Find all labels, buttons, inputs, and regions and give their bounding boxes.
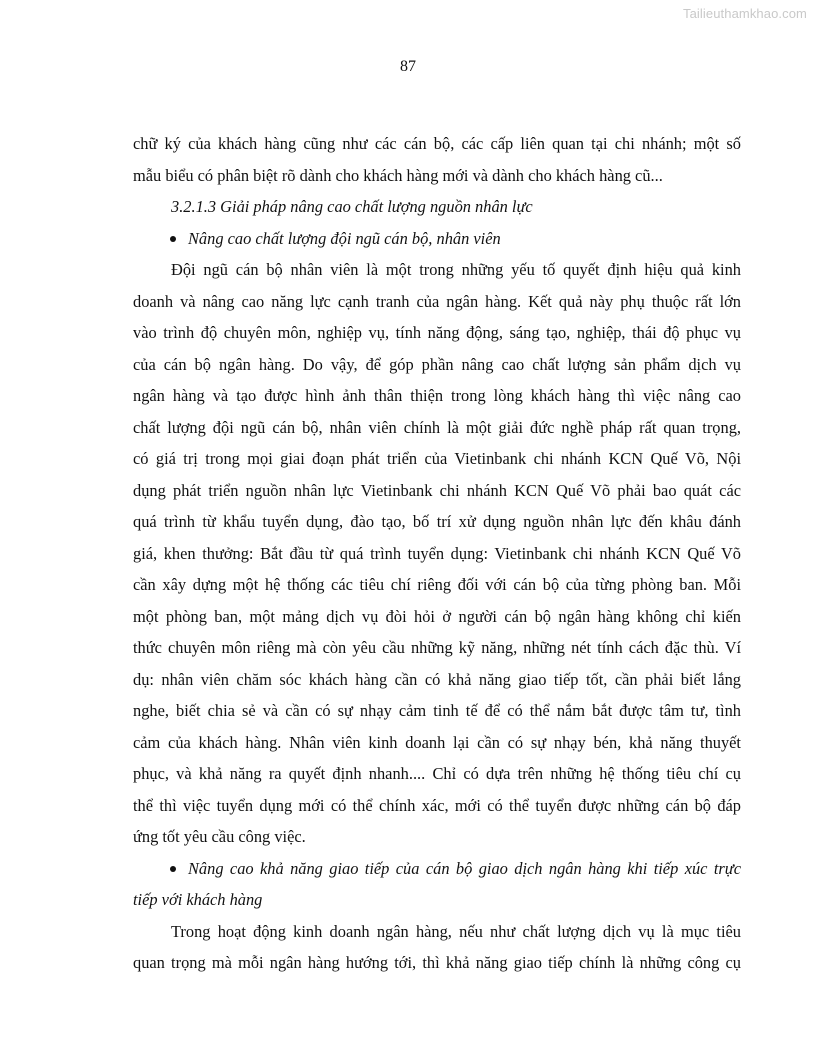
paragraph-line: có giá trị trong mọi giai đoạn phát triển của Vietinbank chi nhánh KCN Quế Võ, Nội [133, 449, 741, 468]
paragraph-line: ngân hàng và tạo được hình ảnh thân thiện trong lòng khách hàng thì việc nâng cao [133, 386, 741, 405]
bullet-text-continued: tiếp với khách hàng [133, 890, 263, 909]
paragraph-line: của cán bộ ngân hàng. Do vậy, để góp phần nâng cao chất lượng sản phẩm dịch vụ [133, 354, 741, 374]
paragraph-line: dụng phát triển nguồn nhân lực Vietinbank chi nhánh KCN Quế Võ phải bao quát các [133, 480, 741, 500]
paragraph-line: cảm của khách hàng. Nhân viên kinh doanh lại cần có sự nhạy bén, khả năng thuyết [133, 732, 741, 752]
paragraph-line: doanh và nâng cao năng lực cạnh tranh của ngân hàng. Kết quả này phụ thuộc rất lớn [133, 291, 741, 311]
paragraph-line: ứng tốt yêu cầu công việc. [133, 827, 306, 846]
paragraph-line: quan trọng mà mỗi ngân hàng hướng tới, thì khả năng giao tiếp chính là những công cụ [133, 953, 741, 972]
text-line: chữ ký của khách hàng cũng như các cán bộ, các cấp liên quan tại chi nhánh; một số [133, 134, 741, 153]
paragraph-line: vào trình độ chuyên môn, nghiệp vụ, tính năng động, sáng tạo, nghiệp, thái độ phục vụ [133, 323, 741, 342]
paragraph-line: Đội ngũ cán bộ nhân viên là một trong những yếu tố quyết định hiệu quả kinh [171, 260, 741, 279]
paragraph-line: quá trình từ khẩu tuyển dụng, đào tạo, bố trí xử dụng nguồn nhân lực đến khâu đánh [133, 512, 741, 531]
watermark: Tailieuthamkhao.com [682, 6, 807, 21]
bullet-text: Nâng cao chất lượng đội ngũ cán bộ, nhân viên [188, 228, 501, 248]
bullet-item [133, 853, 741, 885]
paragraph-line: một phòng ban, một mảng dịch vụ đòi hỏi ở người cán bộ ngân hàng không chỉ kiến [133, 606, 741, 626]
paragraph-line: cần xây dựng một hệ thống các tiêu chí riêng đối với cán bộ của từng phòng ban. Mỗi [133, 575, 741, 594]
page-number: 87 [400, 58, 416, 75]
bullet-icon [170, 866, 176, 872]
section-heading: 3.2.1.3 Giải pháp nâng cao chất lượng nguồn nhân lực [171, 197, 533, 216]
paragraph-line: nghe, biết chia sẻ và cần có sự nhạy cảm tinh tế để có thể nắm bắt được tâm tư, tình [133, 701, 741, 720]
bullet-text: Nâng cao khả năng giao tiếp của cán bộ giao dịch ngân hàng khi tiếp xúc trực [188, 858, 741, 878]
paragraph-line: giá, khen thưởng: Bắt đầu từ quá trình tuyển dụng: Vietinbank chi nhánh KCN Quế Võ [133, 543, 741, 563]
text-line: mẫu biểu có phân biệt rõ dành cho khách hàng mới và dành cho khách hàng cũ... [133, 165, 663, 185]
paragraph-line: phục, và khả năng ra quyết định nhanh.... Chỉ có dựa trên những hệ thống tiêu chí cụ [133, 764, 741, 783]
paragraph-line: thể thì việc tuyển dụng mới có thể chính xác, mới có thể tuyển được những cán bộ đáp [133, 795, 741, 815]
paragraph-line: thức chuyên môn riêng mà còn yêu cầu những kỹ năng, những nét tính cách đặc thù. Ví [133, 638, 741, 657]
body-text [133, 128, 741, 979]
paragraph-line: Trong hoạt động kinh doanh ngân hàng, nếu như chất lượng dịch vụ là mục tiêu [171, 921, 741, 941]
bullet-item [133, 223, 741, 255]
bullet-icon [170, 236, 176, 242]
paragraph-line: dụ: nhân viên chăm sóc khách hàng cần có khả năng giao tiếp tốt, cần phải biết lắng [133, 669, 741, 689]
paragraph-line: chất lượng đội ngũ cán bộ, nhân viên chính là một giải đức nghề pháp rất quan trọng, [133, 417, 741, 437]
